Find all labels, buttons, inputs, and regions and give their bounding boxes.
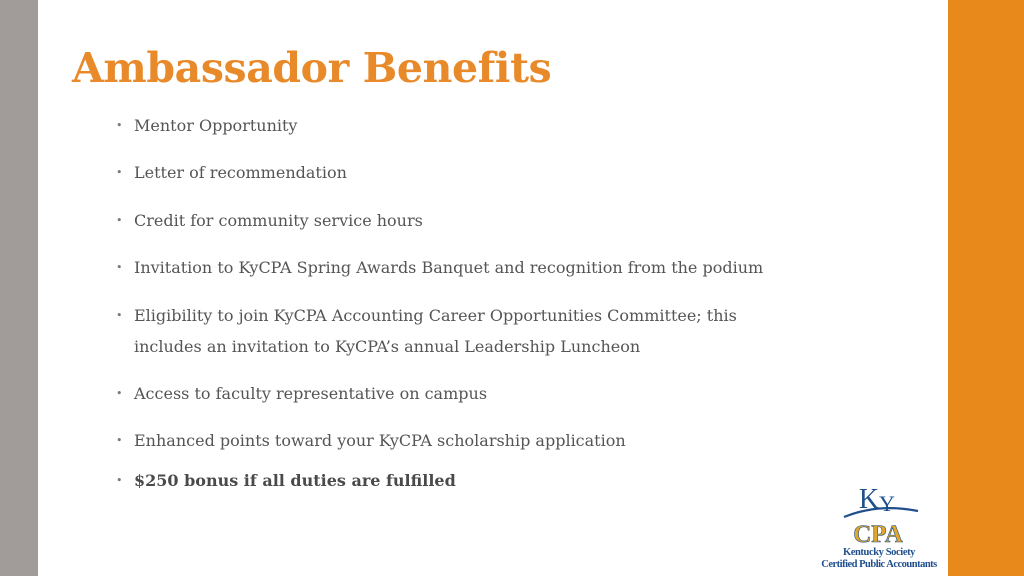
bullet-dot: • (116, 261, 123, 274)
bullet-committee-eligibility (116, 300, 796, 362)
bullet-letter-of-recommendation (116, 157, 816, 188)
bullet-dot: • (116, 474, 123, 487)
bullet-dot: • (116, 434, 123, 447)
bullet-dot: • (116, 214, 123, 227)
bullet-text: Invitation to KyCPA Spring Awards Banquet and recognition from the podium (134, 258, 764, 277)
bullet-dot: • (116, 387, 123, 400)
bullet-text: Credit for community service hours (134, 211, 423, 230)
bullet-scholarship-points (116, 425, 816, 456)
bullet-dot: • (116, 309, 123, 322)
bullet-text: Access to faculty representative on campus (134, 384, 488, 403)
logo-cpa-letters: CPA (853, 521, 903, 548)
left-accent-bar (0, 0, 38, 576)
bullet-bonus (116, 465, 816, 496)
slide-title: Ambassador Benefits (72, 44, 552, 92)
logo-ky-letters: KY (858, 484, 895, 516)
kycpa-logo (818, 484, 940, 576)
bullet-faculty-representative (116, 378, 816, 409)
bullet-dot: • (116, 119, 123, 132)
bullet-text: Letter of recommendation (134, 163, 347, 182)
bullet-dot: • (116, 166, 123, 179)
bullet-mentor-opportunity (116, 110, 816, 141)
kycpa-logo-mark (818, 484, 940, 548)
bullet-community-service (116, 205, 816, 236)
bullet-text: Enhanced points toward your KyCPA scholarship application (134, 431, 626, 450)
bullet-text: Eligibility to join KyCPA Accounting Career Opportunities Committee; this includes an invitation to KyCPA’s annual Leadership Luncheon (134, 306, 737, 356)
right-accent-bar (948, 0, 1024, 576)
bullet-text: Mentor Opportunity (134, 116, 298, 135)
bullet-text: $250 bonus if all duties are fulfilled (134, 471, 456, 490)
logo-caption-accountants: Certified Public Accountants (821, 559, 937, 570)
logo-caption-society: Kentucky Society (842, 547, 916, 558)
bullet-awards-banquet (116, 252, 816, 283)
